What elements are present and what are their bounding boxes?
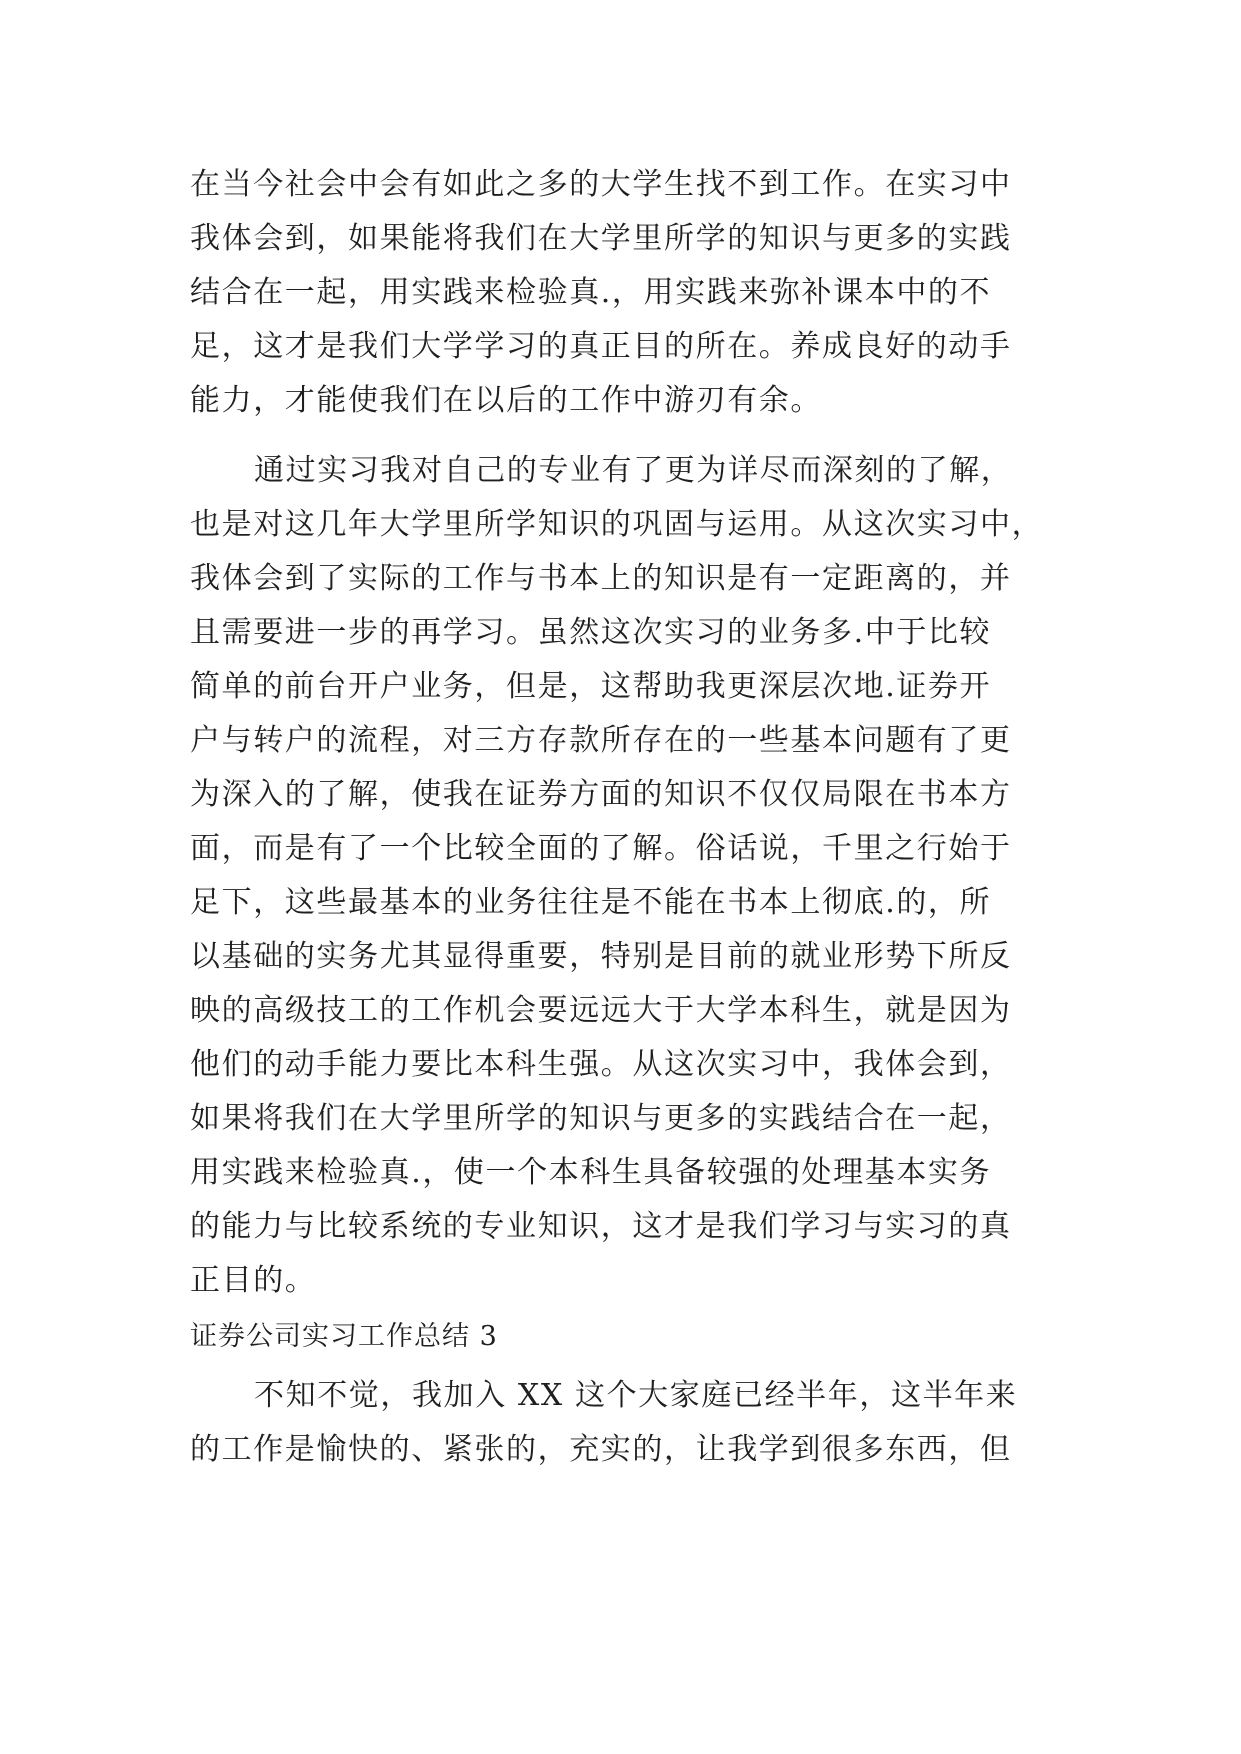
paragraph-2-line: 通过实习我对自己的专业有了更为详尽而深刻的了解，: [254, 453, 1013, 488]
paragraph-1-line: 结合在一起，用实践来检验真.，用实践来弥补课本中的不: [190, 275, 992, 310]
paragraph-2-line: 的能力与比较系统的专业知识，这才是我们学习与实习的真: [190, 1209, 1012, 1244]
paragraph-2-line: 为深入的了解，使我在证券方面的知识不仅仅局限在书本方: [190, 777, 1012, 812]
paragraph-3-line: 不知不觉，我加入 XX 这个大家庭已经半年，这半年来: [254, 1378, 1018, 1413]
paragraph-3-line: 的工作是愉快的、紧张的，充实的，让我学到很多东西，但: [190, 1432, 1012, 1467]
paragraph-2-line: 用实践来检验真.，使一个本科生具备较强的处理基本实务: [190, 1155, 992, 1190]
paragraph-1-line: 能力，才能使我们在以后的工作中游刃有余。: [190, 383, 822, 418]
paragraph-2-line: 以基础的实务尤其显得重要，特别是目前的就业形势下所反: [190, 939, 1012, 974]
paragraph-2-line: 简单的前台开户业务，但是，这帮助我更深层次地.证券开: [190, 669, 992, 704]
paragraph-2-line: 足下，这些最基本的业务往往是不能在书本上彻底.的，所: [190, 885, 992, 920]
paragraph-1-line: 在当今社会中会有如此之多的大学生找不到工作。在实习中: [190, 167, 1012, 202]
paragraph-2-line: 正目的。: [190, 1263, 317, 1298]
paragraph-2-line: 也是对这几年大学里所学知识的巩固与运用。从这次实习中，: [190, 507, 1044, 542]
paragraph-2-line: 我体会到了实际的工作与书本上的知识是有一定距离的，并: [190, 561, 1012, 596]
paragraph-2-line: 他们的动手能力要比本科生强。从这次实习中，我体会到，: [190, 1047, 1012, 1082]
paragraph-1-line: 足，这才是我们大学学习的真正目的所在。养成良好的动手: [190, 329, 1012, 364]
paragraph-2-line: 映的高级技工的工作机会要远远大于大学本科生，就是因为: [190, 993, 1012, 1028]
section-heading: 证券公司实习工作总结 3: [190, 1321, 498, 1352]
paragraph-1-line: 我体会到，如果能将我们在大学里所学的知识与更多的实践: [190, 221, 1012, 256]
paragraph-2-line: 且需要进一步的再学习。虽然这次实习的业务多.中于比较: [190, 615, 992, 650]
paragraph-2-line: 户与转户的流程，对三方存款所存在的一些基本问题有了更: [190, 723, 1012, 758]
paragraph-2-line: 面，而是有了一个比较全面的了解。俗话说，千里之行始于: [190, 831, 1012, 866]
paragraph-2-line: 如果将我们在大学里所学的知识与更多的实践结合在一起，: [190, 1101, 1012, 1136]
